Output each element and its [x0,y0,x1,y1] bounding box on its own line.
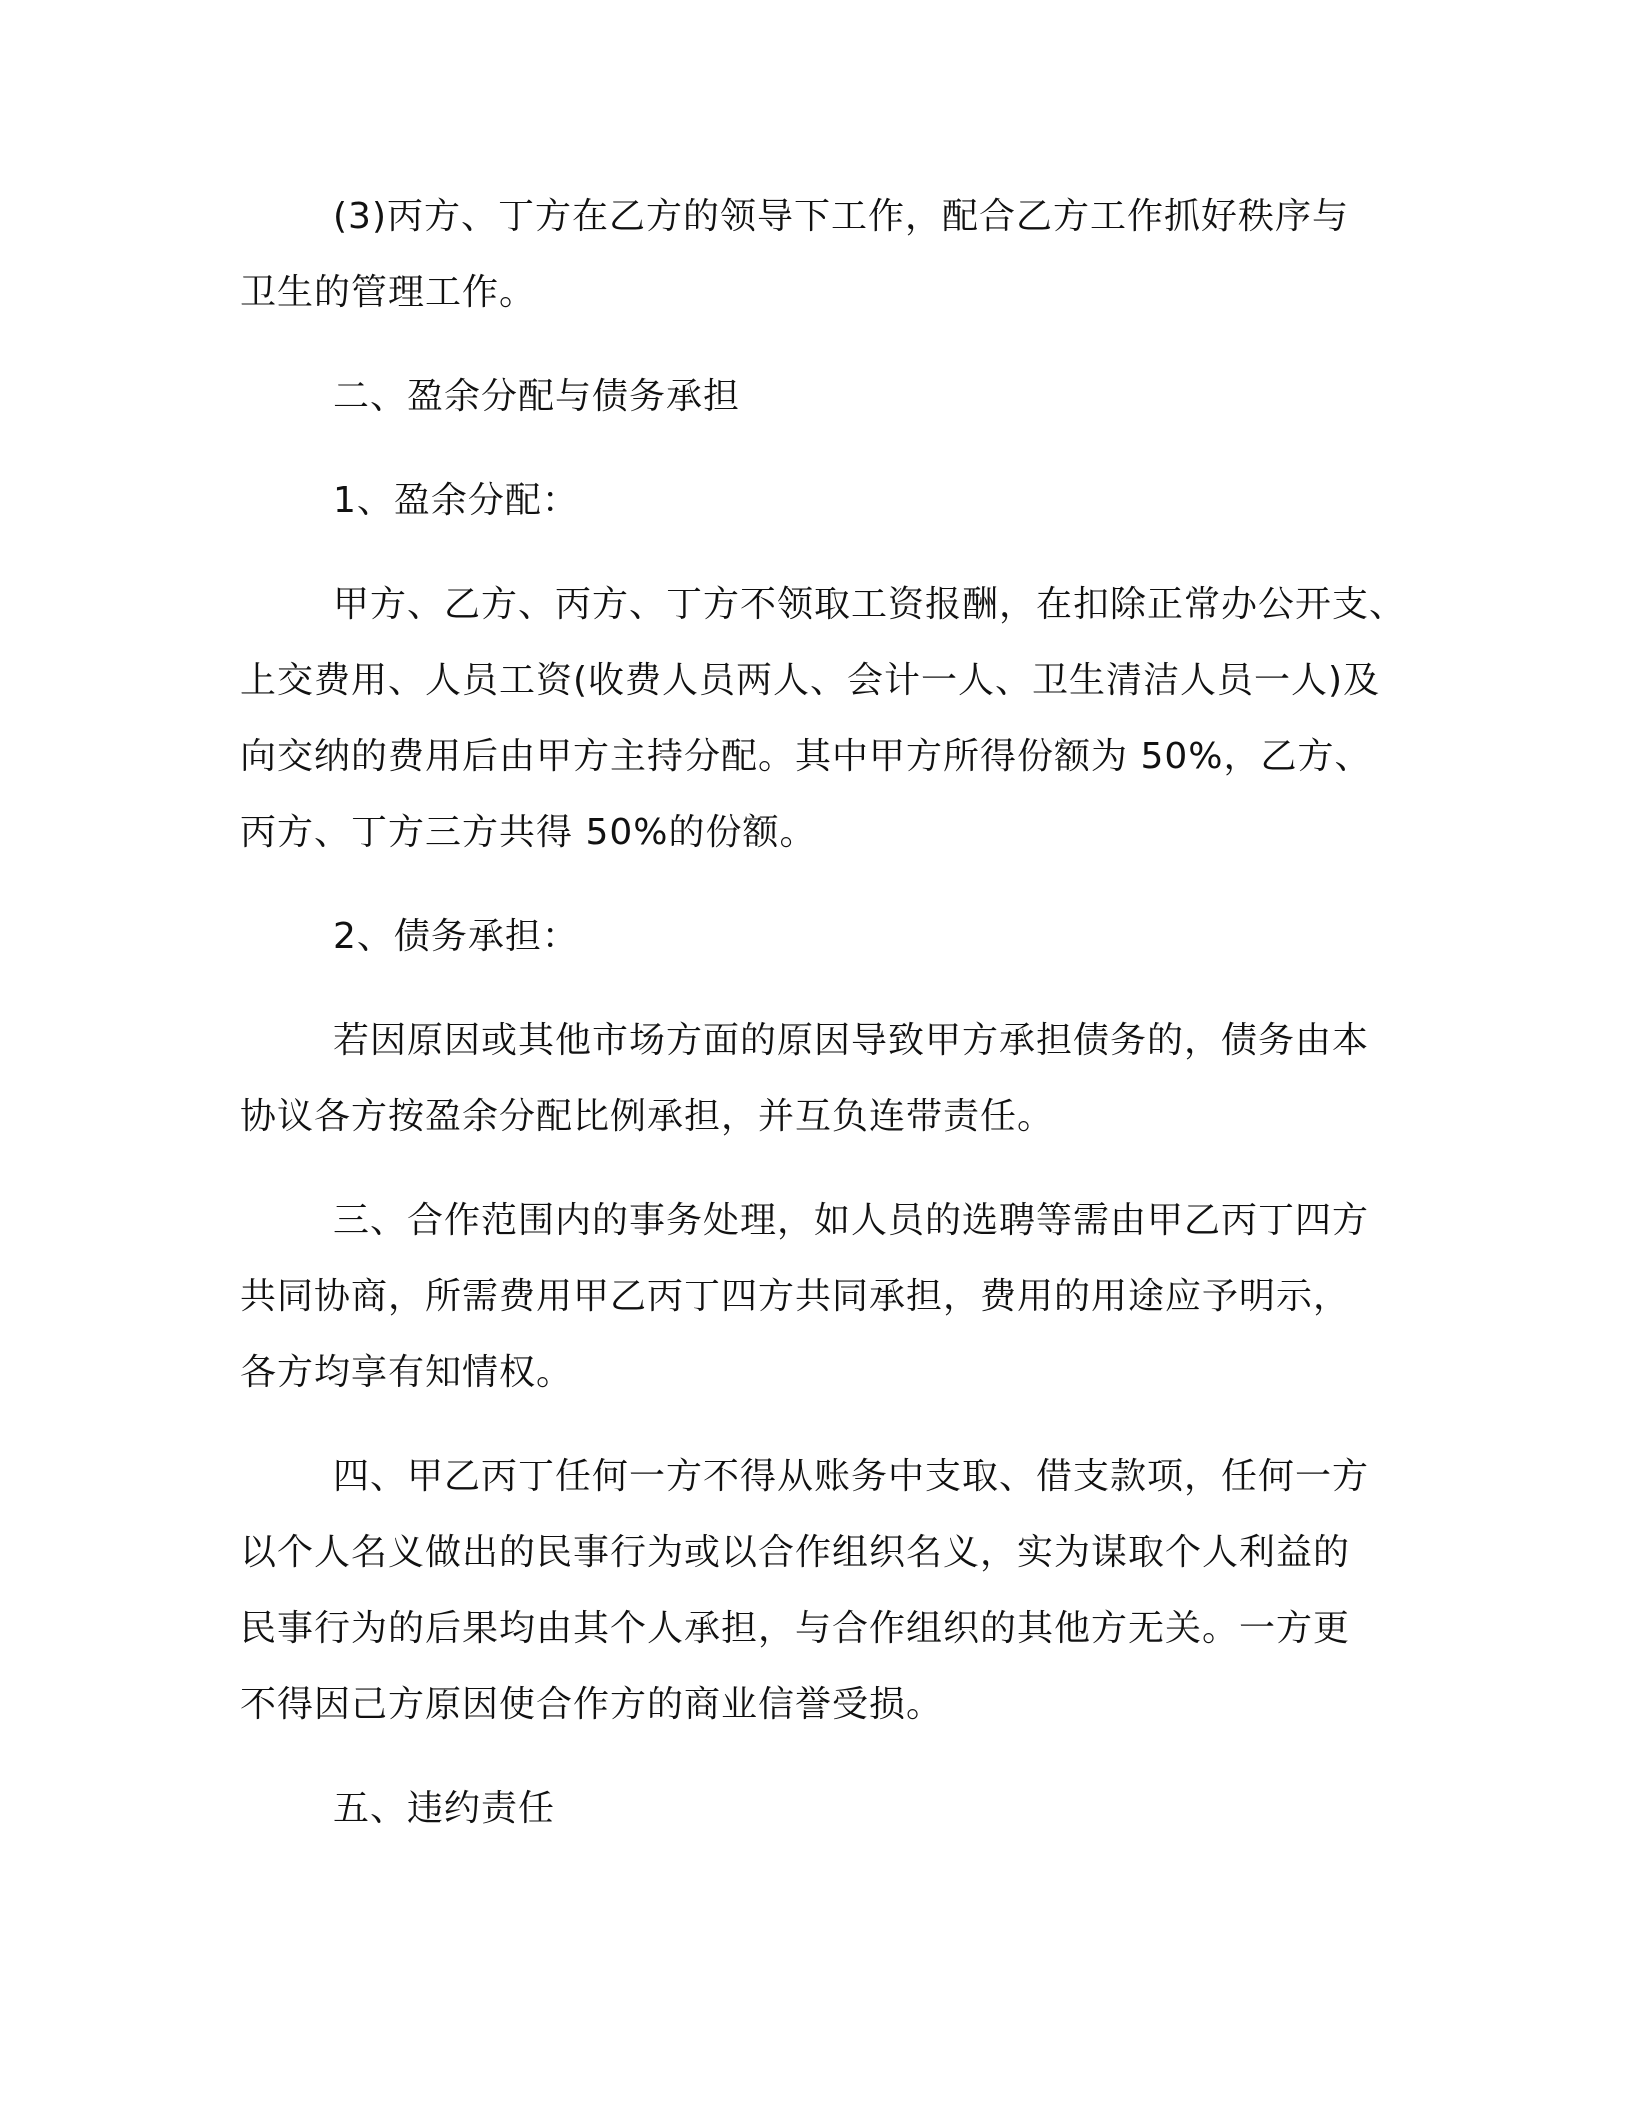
text-line: 共同协商，所需费用甲乙丙丁四方共同承担，费用的用途应予明示， [240,1276,1351,1317]
text-line: 协议各方按盈余分配比例承担，并互负连带责任。 [240,1096,1055,1137]
text-line: 上交费用、人员工资(收费人员两人、会计一人、卫生清洁人员一人)及 [240,660,1381,701]
text-line: 各方均享有知情权。 [240,1352,574,1393]
text-line: 民事行为的后果均由其个人承担，与合作组织的其他方无关。一方更 [240,1608,1351,1649]
text-line: (3)丙方、丁方在乙方的领导下工作，配合乙方工作抓好秩序与 [333,196,1349,237]
section-heading: 三、合作范围内的事务处理，如人员的选聘等需由甲乙丙丁四方 [333,1200,1370,1241]
text-line: 向交纳的费用后由甲方主持分配。其中甲方所得份额为 50%，乙方、 [240,736,1372,777]
text-line: 不得因己方原因使合作方的商业信誉受损。 [240,1684,944,1725]
text-line: 卫生的管理工作。 [240,272,537,313]
text-line: 以个人名义做出的民事行为或以合作组织名义，实为谋取个人利益的 [240,1532,1351,1573]
text-line: 丙方、丁方三方共得 50%的份额。 [240,812,817,853]
text-line: 甲方、乙方、丙方、丁方不领取工资报酬，在扣除正常办公开支、 [333,584,1407,625]
text-line: 若因原因或其他市场方面的原因导致甲方承担债务的，债务由本 [333,1020,1370,1061]
section-heading: 二、盈余分配与债务承担 [333,376,741,417]
section-heading: 五、违约责任 [333,1788,556,1829]
subsection-heading: 2、债务承担： [333,916,579,957]
section-heading: 四、甲乙丙丁任何一方不得从账务中支取、借支款项，任何一方 [333,1456,1370,1497]
subsection-heading: 1、盈余分配： [333,480,579,521]
